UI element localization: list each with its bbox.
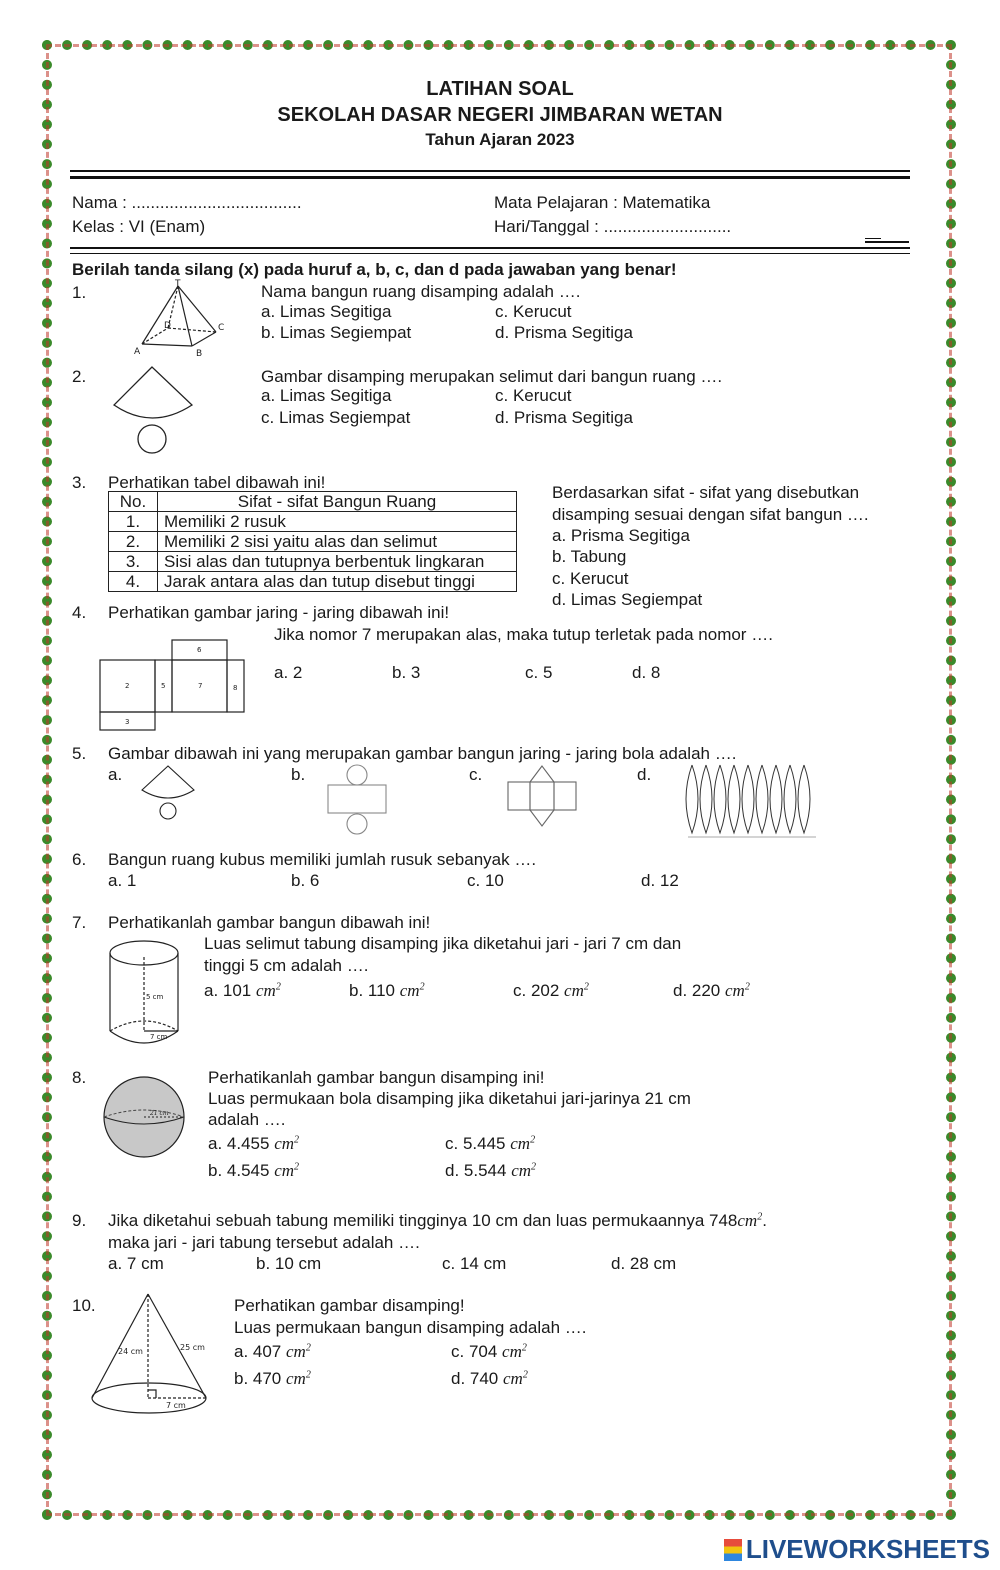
q2-option-b[interactable]: c. Limas Segiempat bbox=[261, 408, 411, 427]
instruction: Berilah tanda silang (x) pada huruf a, b, c, dan d pada jawaban yang benar! bbox=[72, 260, 677, 279]
table-cell: Memiliki 2 sisi yaitu alas dan selimut bbox=[158, 532, 517, 552]
table-cell: 1. bbox=[109, 512, 158, 532]
unit-power: 2 bbox=[305, 1342, 311, 1354]
q9-text bbox=[108, 1211, 767, 1231]
school-name: SEKOLAH DASAR NEGERI JIMBARAN WETAN bbox=[277, 104, 723, 126]
divider bbox=[70, 176, 910, 179]
q4-option-d[interactable]: d. 8 bbox=[632, 663, 661, 682]
unit-label bbox=[564, 981, 589, 1000]
unit-label bbox=[503, 1369, 528, 1388]
unit-power: 2 bbox=[522, 1369, 528, 1381]
q6-text: Bangun ruang kubus memiliki jumlah rusuk sebanyak …. bbox=[108, 850, 537, 869]
table-row bbox=[109, 532, 517, 552]
pyramid-figure bbox=[130, 280, 230, 360]
unit-text: cm bbox=[399, 981, 420, 1000]
height-label: 24 cm bbox=[118, 1347, 143, 1356]
radius-label: 7 cm bbox=[166, 1401, 186, 1410]
box-net-figure bbox=[98, 638, 258, 733]
q8-text: adalah …. bbox=[208, 1110, 286, 1129]
unit-label bbox=[511, 1161, 536, 1180]
logo-icon bbox=[724, 1539, 742, 1561]
table-cell: Memiliki 2 rusuk bbox=[158, 512, 517, 532]
q1-option-a[interactable]: a. Limas Segitiga bbox=[261, 302, 392, 321]
vertex-label: A bbox=[134, 347, 141, 357]
q7-text: tinggi 5 cm adalah …. bbox=[204, 956, 369, 975]
unit-power: 2 bbox=[294, 1161, 300, 1173]
date-field: Hari/Tanggal : ........................... bbox=[494, 217, 732, 236]
unit-label bbox=[400, 981, 425, 1000]
cone-net-figure bbox=[110, 363, 210, 463]
q8-text: Luas permukaan bola disamping jika diketahui jari-jarinya 21 cm bbox=[208, 1089, 691, 1108]
sphere-figure bbox=[102, 1075, 192, 1165]
unit-power: 2 bbox=[419, 981, 425, 993]
q10-option-d[interactable] bbox=[451, 1369, 528, 1389]
q2-option-c[interactable]: c. Kerucut bbox=[495, 386, 572, 405]
unit-power: 2 bbox=[583, 981, 589, 993]
option-value: d. 220 bbox=[673, 981, 721, 1000]
unit-text: cm bbox=[286, 1342, 306, 1361]
table-cell: 4. bbox=[109, 572, 158, 592]
q8-number: 8. bbox=[72, 1068, 87, 1087]
option-d-figure bbox=[684, 763, 824, 843]
option-value: d. 5.544 bbox=[445, 1161, 507, 1180]
q2-text: Gambar disamping merupakan selimut dari bangun ruang …. bbox=[261, 367, 723, 386]
unit-text: cm bbox=[737, 1211, 758, 1230]
q1-option-b[interactable]: b. Limas Segiempat bbox=[261, 323, 412, 342]
radius-label: 7 cm bbox=[150, 1033, 168, 1041]
q8-option-d[interactable] bbox=[445, 1161, 536, 1181]
q10-option-a[interactable] bbox=[234, 1342, 311, 1362]
height-label: 5 cm bbox=[146, 993, 164, 1001]
q5-option-c[interactable]: c. bbox=[469, 765, 483, 784]
q4-option-a[interactable]: a. 2 bbox=[274, 663, 303, 682]
unit-power: 2 bbox=[294, 1134, 300, 1146]
divider bbox=[70, 247, 910, 249]
unit-text: cm bbox=[286, 1369, 306, 1388]
vertex-label: D bbox=[164, 321, 171, 331]
q10-option-b[interactable] bbox=[234, 1369, 311, 1389]
unit-label bbox=[274, 1161, 299, 1180]
q4-number: 4. bbox=[72, 603, 87, 622]
option-value: d. 740 bbox=[451, 1369, 499, 1388]
q1-text: Nama bangun ruang disamping adalah …. bbox=[261, 282, 581, 301]
q6-option-c[interactable]: c. 10 bbox=[467, 871, 504, 890]
q5-option-b[interactable]: b. bbox=[291, 765, 306, 784]
q3-option-d[interactable]: d. Limas Segiempat bbox=[552, 590, 703, 609]
q3-option-c[interactable]: c. Kerucut bbox=[552, 569, 629, 588]
q10-number: 10. bbox=[72, 1296, 96, 1315]
net-label: 7 bbox=[198, 682, 203, 690]
q6-option-d[interactable]: d. 12 bbox=[641, 871, 679, 890]
q9-line: Jika diketahui sebuah tabung memiliki tingginya 10 cm dan luas permukaannya 748 bbox=[108, 1211, 738, 1230]
net-label: 2 bbox=[125, 682, 130, 690]
unit-text: cm bbox=[511, 1161, 532, 1180]
table-header-no: No. bbox=[109, 492, 158, 512]
q6-option-a[interactable]: a. 1 bbox=[108, 871, 137, 890]
q9-option-c[interactable]: c. 14 cm bbox=[442, 1254, 507, 1273]
q3-text: Berdasarkan sifat - sifat yang disebutkan bbox=[552, 483, 860, 502]
q6-number: 6. bbox=[72, 850, 87, 869]
q9-line-end: . bbox=[762, 1211, 767, 1230]
divider bbox=[70, 170, 910, 172]
q10-intro: Perhatikan gambar disamping! bbox=[234, 1296, 465, 1315]
q3-option-b[interactable]: b. Tabung bbox=[552, 547, 627, 566]
option-value: c. 202 bbox=[513, 981, 560, 1000]
unit-power: 2 bbox=[530, 1134, 536, 1146]
unit-label bbox=[502, 1342, 527, 1361]
divider bbox=[865, 241, 909, 243]
subject-field: Mata Pelajaran : Matematika bbox=[494, 193, 711, 212]
unit-power: 2 bbox=[305, 1369, 311, 1381]
net-label: 8 bbox=[233, 684, 238, 692]
divider bbox=[70, 253, 910, 254]
unit-label bbox=[510, 1134, 535, 1153]
liveworksheets-logo[interactable] bbox=[724, 1534, 990, 1565]
option-c-figure bbox=[506, 764, 586, 828]
name-field: Nama : .................................... bbox=[72, 193, 302, 212]
q5-text: Gambar dibawah ini yang merupakan gambar bangun jaring - jaring bola adalah …. bbox=[108, 744, 737, 763]
unit-text: cm bbox=[256, 981, 276, 1000]
q3-intro: Perhatikan tabel dibawah ini! bbox=[108, 473, 326, 492]
unit-power: 2 bbox=[757, 1211, 763, 1223]
q4-option-b[interactable]: b. 3 bbox=[392, 663, 421, 682]
q7-number: 7. bbox=[72, 913, 87, 932]
q1-option-c[interactable]: c. Kerucut bbox=[495, 302, 572, 321]
option-value: c. 5.445 bbox=[445, 1134, 506, 1153]
q8-option-a[interactable] bbox=[208, 1134, 299, 1154]
slant-label: 25 cm bbox=[180, 1343, 205, 1352]
table-row bbox=[109, 512, 517, 532]
q1-number: 1. bbox=[72, 283, 87, 302]
divider bbox=[865, 238, 881, 239]
q7-intro: Perhatikanlah gambar bangun dibawah ini! bbox=[108, 913, 431, 932]
vertex-label: C bbox=[218, 323, 225, 333]
q2-option-d[interactable]: d. Prisma Segitiga bbox=[495, 408, 633, 427]
unit-power: 2 bbox=[275, 981, 281, 993]
unit-label bbox=[737, 1211, 762, 1230]
q7-text: Luas selimut tabung disamping jika diketahui jari - jari 7 cm dan bbox=[204, 934, 682, 953]
unit-text: cm bbox=[502, 1342, 522, 1361]
option-b-figure bbox=[324, 764, 390, 838]
option-value: b. 110 bbox=[349, 981, 396, 1000]
q4-text: Jika nomor 7 merupakan alas, maka tutup terletak pada nomor …. bbox=[274, 625, 773, 644]
unit-label bbox=[286, 1369, 311, 1388]
cone-figure bbox=[88, 1292, 218, 1422]
net-label: 6 bbox=[197, 646, 202, 654]
q3-option-a[interactable]: a. Prisma Segitiga bbox=[552, 526, 690, 545]
table-cell: Jarak antara alas dan tutup disebut tinggi bbox=[158, 572, 517, 592]
option-value: c. 704 bbox=[451, 1342, 498, 1361]
q5-option-a[interactable]: a. bbox=[108, 765, 123, 784]
properties-table bbox=[108, 491, 517, 592]
unit-text: cm bbox=[274, 1161, 295, 1180]
q2-option-a[interactable]: a. Limas Segitiga bbox=[261, 386, 392, 405]
q10-option-c[interactable] bbox=[451, 1342, 527, 1362]
unit-text: cm bbox=[510, 1134, 531, 1153]
unit-text: cm bbox=[725, 981, 745, 1000]
q7-option-d[interactable] bbox=[673, 981, 750, 1001]
class-field: Kelas : VI (Enam) bbox=[72, 217, 206, 236]
vertex-label: T bbox=[175, 279, 181, 289]
unit-label bbox=[725, 981, 750, 1000]
table-header-row bbox=[109, 492, 517, 512]
unit-text: cm bbox=[274, 1134, 295, 1153]
q1-option-d[interactable]: d. Prisma Segitiga bbox=[495, 323, 633, 342]
q4-intro: Perhatikan gambar jaring - jaring dibawah ini! bbox=[108, 603, 450, 622]
q9-number: 9. bbox=[72, 1211, 87, 1230]
cylinder-figure bbox=[106, 935, 186, 1050]
q5-number: 5. bbox=[72, 744, 87, 763]
table-cell: 2. bbox=[109, 532, 158, 552]
q4-option-c[interactable]: c. 5 bbox=[525, 663, 553, 682]
q6-option-b[interactable]: b. 6 bbox=[291, 871, 320, 890]
q7-option-a[interactable] bbox=[204, 981, 281, 1001]
q2-number: 2. bbox=[72, 367, 87, 386]
q8-option-b[interactable] bbox=[208, 1161, 299, 1181]
unit-text: cm bbox=[503, 1369, 523, 1388]
table-cell: Sisi alas dan tutupnya berbentuk lingkaran bbox=[158, 552, 517, 572]
table-cell: 3. bbox=[109, 552, 158, 572]
option-value: b. 4.545 bbox=[208, 1161, 270, 1180]
unit-label bbox=[286, 1342, 311, 1361]
net-label: 3 bbox=[125, 718, 130, 726]
q10-text: Luas permukaan bangun disamping adalah …. bbox=[234, 1318, 587, 1337]
table-header-sifat: Sifat - sifat Bangun Ruang bbox=[158, 492, 517, 512]
option-value: a. 4.455 bbox=[208, 1134, 270, 1153]
q7-option-c[interactable] bbox=[513, 981, 589, 1001]
q9-option-a[interactable]: a. 7 cm bbox=[108, 1254, 164, 1273]
option-value: b. 470 bbox=[234, 1369, 282, 1388]
q5-option-d[interactable]: d. bbox=[637, 765, 652, 784]
unit-power: 2 bbox=[531, 1161, 537, 1173]
unit-label bbox=[274, 1134, 299, 1153]
q7-option-b[interactable] bbox=[349, 981, 425, 1001]
q9-option-d[interactable]: d. 28 cm bbox=[611, 1254, 677, 1273]
logo-text: LIVEWORKSHEETS bbox=[745, 1534, 990, 1564]
q3-number: 3. bbox=[72, 473, 87, 492]
q8-intro: Perhatikanlah gambar bangun disamping ini! bbox=[208, 1068, 545, 1087]
unit-text: cm bbox=[564, 981, 584, 1000]
option-value: a. 407 bbox=[234, 1342, 282, 1361]
q8-option-c[interactable] bbox=[445, 1134, 535, 1154]
q9-option-b[interactable]: b. 10 cm bbox=[256, 1254, 322, 1273]
vertex-label: B bbox=[196, 349, 203, 359]
school-year: Tahun Ajaran 2023 bbox=[425, 130, 575, 149]
unit-power: 2 bbox=[744, 981, 750, 993]
page-title: LATIHAN SOAL bbox=[426, 78, 574, 100]
unit-power: 2 bbox=[521, 1342, 527, 1354]
option-value: a. 101 bbox=[204, 981, 252, 1000]
q3-text: disamping sesuai dengan sifat bangun …. bbox=[552, 505, 869, 524]
table-row bbox=[109, 552, 517, 572]
q9-text: maka jari - jari tabung tersebut adalah …. bbox=[108, 1233, 420, 1252]
unit-label bbox=[256, 981, 281, 1000]
radius-label: 21 cm bbox=[150, 1110, 169, 1117]
net-label: 5 bbox=[161, 682, 166, 690]
table-row bbox=[109, 572, 517, 592]
option-a-figure bbox=[138, 764, 198, 824]
